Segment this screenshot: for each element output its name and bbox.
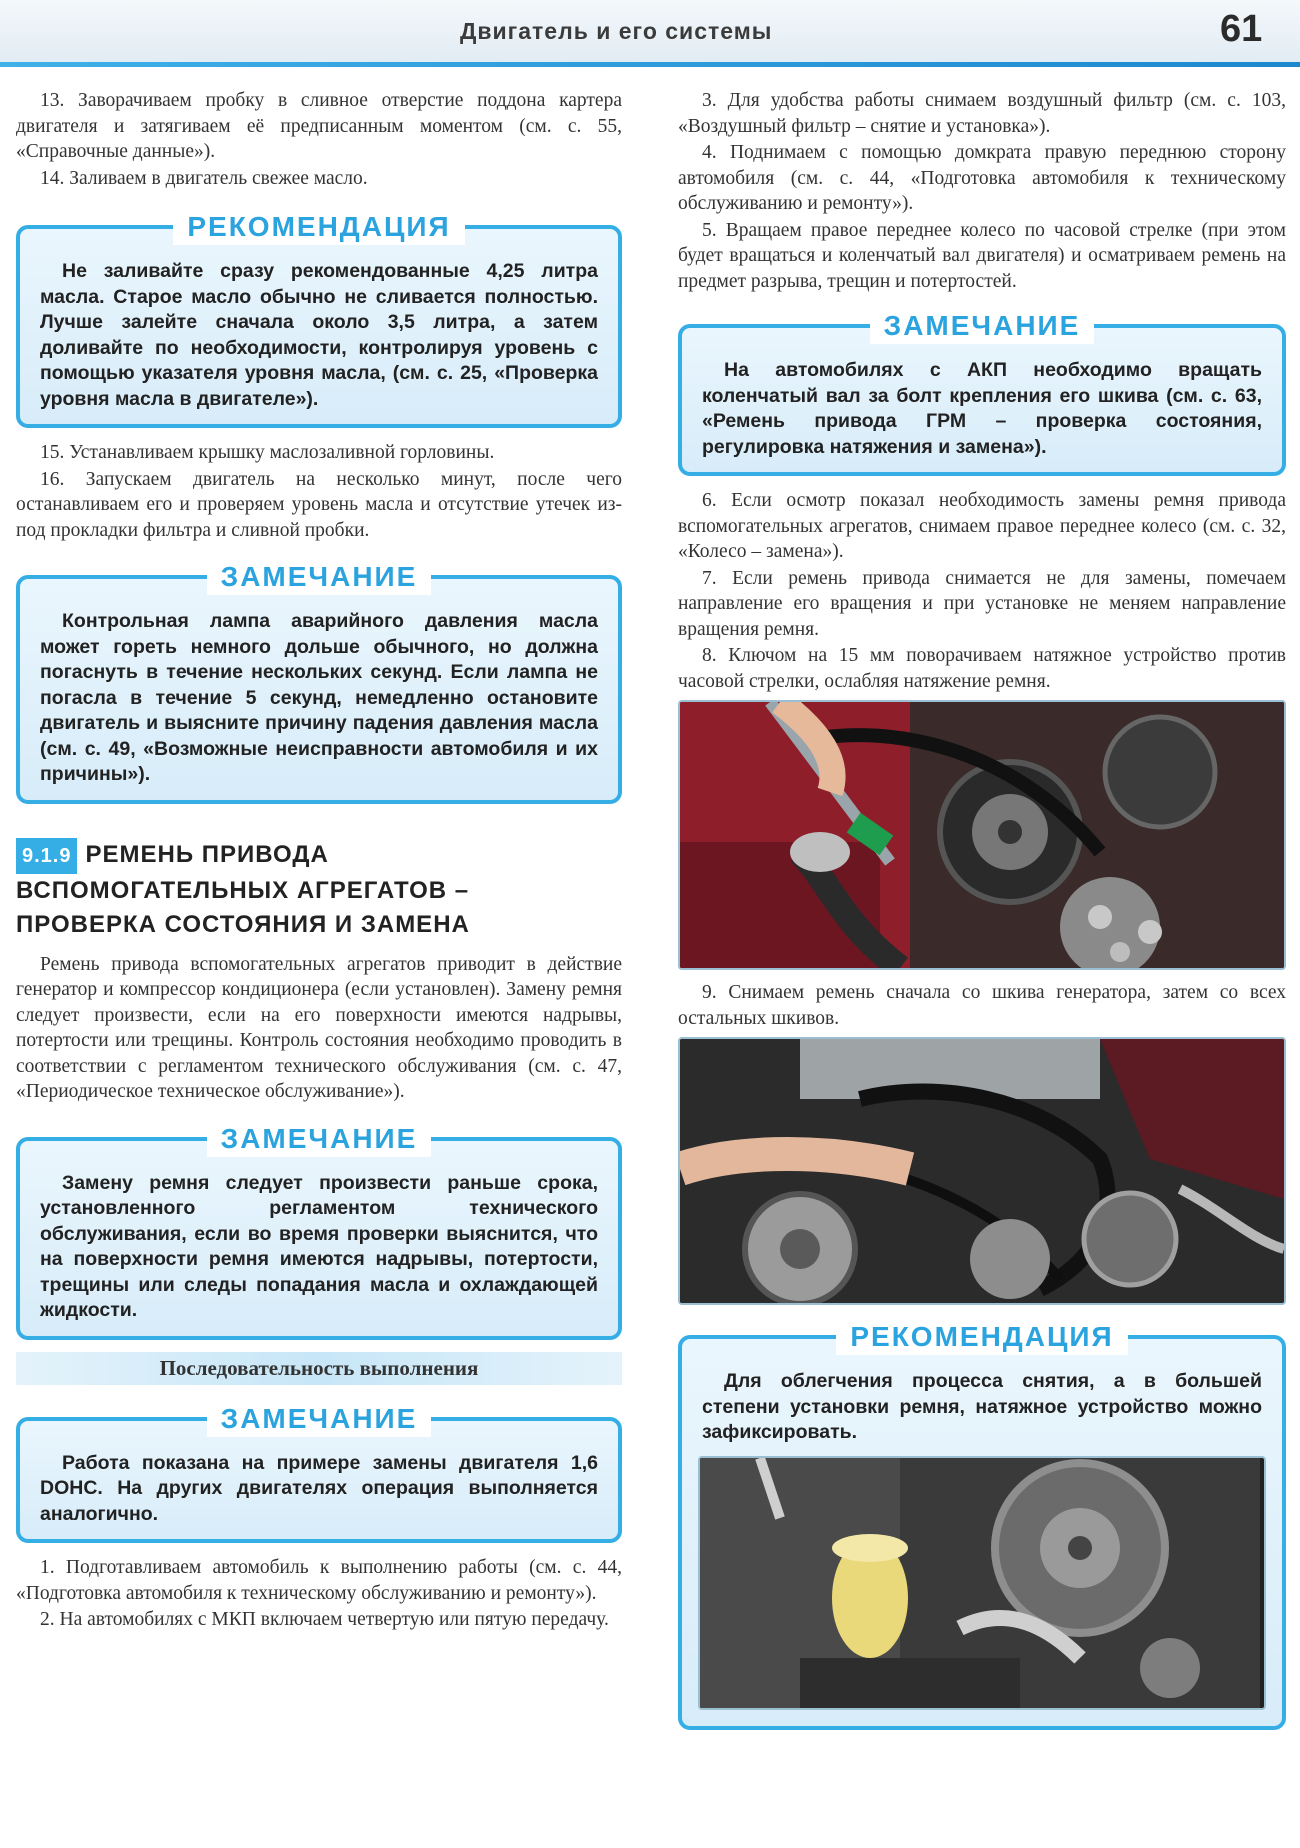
recommendation-text: Не заливайте сразу рекомендованные 4,25 литра масла. Старое масло обычно не сливается полностью. Лучше залейте сначала около 3,5 литра, а затем доливайте по необходимости, контролируя уровень с помощью указателя уровня масла, (см. с. 25, «Проверка уровня масла в двигателе»). (40, 260, 598, 410)
photo-tensioner-wrench (678, 700, 1286, 970)
left-column (16, 88, 622, 1634)
recommendation-title: РЕКОМЕНДАЦИЯ (836, 1319, 1127, 1355)
recommendation-text: Для облегчения процесса снятия, а в большей степени установки ремня, натяжное устройство можно зафиксировать. (702, 1370, 1262, 1443)
note-text: На автомобилях с АКП необходимо вращать коленчатый вал за болт крепления его шкива (см. с. 63, «Ремень привода ГРМ – проверка состояния, регулировка натяжения и замена»). (702, 359, 1262, 458)
header-rule (0, 62, 1300, 67)
note-title: ЗАМЕЧАНИЕ (207, 1121, 432, 1157)
step-6: 6. Если осмотр показал необходимость замены ремня привода вспомогательных агрегатов, снимаем правое переднее колесо (см. с. 32, «Колесо – замена»). (678, 490, 1286, 562)
section-heading (16, 838, 622, 942)
note-box-automatic-transmission (678, 310, 1286, 476)
note-box-belt-replacement (16, 1122, 622, 1340)
note-text: Замену ремня следует произвести раньше срока, установленного регламентом технического обслуживания, если во время проверки выяснится, что на поверхности ремня имеются надрывы, потертости, трещины или следы попадания масла и охлаждающей жидкости. (40, 1171, 598, 1321)
section-number: 9.1.9 (16, 838, 77, 874)
note-text: Контрольная лампа аварийного давления масла может гореть немного дольше обычного, но должна погаснуть в течение нескольких секунд. Если лампа не погасла в течение 5 секунд, немедленно остановите двигатель и выясните причину падения давления масла (см. с. 49, «Возможные неисправности автомобиля и их причины»). (40, 610, 598, 785)
step-7: 7. Если ремень привода снимается не для замены, помечаем направление его вращения и при установке не меняем направление вращения ремня. (678, 567, 1286, 640)
note-title: ЗАМЕЧАНИЕ (207, 1401, 432, 1437)
recommendation-title: РЕКОМЕНДАЦИЯ (173, 209, 464, 245)
step-9: 9. Снимаем ремень сначала со шкива генератора, затем со всех остальных шкивов. (678, 982, 1286, 1029)
step-13: 13. Заворачиваем пробку в сливное отверстие поддона картера двигателя и затягиваем её предписанным моментом (см. с. 55, «Справочные данные»). (16, 90, 622, 162)
section-title-line3: ПРОВЕРКА СОСТОЯНИЯ И ЗАМЕНА (16, 910, 470, 938)
note-box-pressure-lamp (16, 561, 622, 804)
note-box-engine-example (16, 1402, 622, 1544)
sequence-heading: Последовательность выполнения (16, 1352, 622, 1385)
step-16: 16. Запускаем двигатель на несколько минут, после чего останавливаем его и проверяем уровень масла и отсутствие утечек из-под прокладки фильтра и сливной пробки. (16, 468, 622, 541)
photo-belt-removal (678, 1037, 1286, 1305)
note-text: Работа показана на примере замены двигателя 1,6 DOHC. На других двигателях операция выполняется аналогично. (40, 1451, 598, 1525)
section-intro: Ремень привода вспомогательных агрегатов приводит в действие генератор и компрессор кондиционера (если установлен). Замену ремня следует произвести, если на его поверхности имеются надрывы, потертости или трещины. Контроль состояния необходимо проводить в соответствии с регламентом технического обслуживания (см. с. 47, «Периодическое техническое обслуживание»). (16, 953, 622, 1102)
section-title-line1: РЕМЕНЬ ПРИВОДА (85, 840, 329, 868)
running-header-title: Двигатель и его системы (460, 18, 773, 44)
recommendation-box-tensioner (678, 1321, 1286, 1730)
step-3: 3. Для удобства работы снимаем воздушный фильтр (см. с. 103, «Воздушный фильтр – снятие и установка»). (678, 90, 1286, 137)
step-15: 15. Устанавливаем крышку маслозаливной горловины. (40, 442, 495, 463)
recommendation-box-oil (16, 211, 622, 428)
section-title-line2: ВСПОМОГАТЕЛЬНЫХ АГРЕГАТОВ – (16, 876, 470, 904)
step-8: 8. Ключом на 15 мм поворачиваем натяжное устройство против часовой стрелки, ослабляя натяжение ремня. (678, 645, 1286, 692)
step-2: 2. На автомобилях с МКП включаем четвертую или пятую передачу. (40, 1609, 609, 1630)
note-title: ЗАМЕЧАНИЕ (207, 559, 432, 595)
step-4: 4. Поднимаем с помощью домкрата правую переднюю сторону автомобиля (см. с. 44, «Подготовка автомобиля к техническому обслуживанию и ремонту»). (678, 142, 1286, 214)
step-5: 5. Вращаем правое переднее колесо по часовой стрелке (при этом будет вращаться и коленчатый вал двигателя) и осматриваем ремень на предмет разрыва, трещин и потертостей. (678, 219, 1286, 292)
step-14: 14. Заливаем в двигатель свежее масло. (40, 167, 368, 189)
step-1: 1. Подготавливаем автомобиль к выполнению работы (см. с. 44, «Подготовка автомобиля к техническому обслуживанию и ремонту»). (16, 1557, 622, 1604)
photo-tensioner-fixed (698, 1456, 1266, 1710)
right-column (678, 88, 1286, 1742)
note-title: ЗАМЕЧАНИЕ (870, 308, 1095, 344)
page-number: 61 (1220, 8, 1263, 50)
